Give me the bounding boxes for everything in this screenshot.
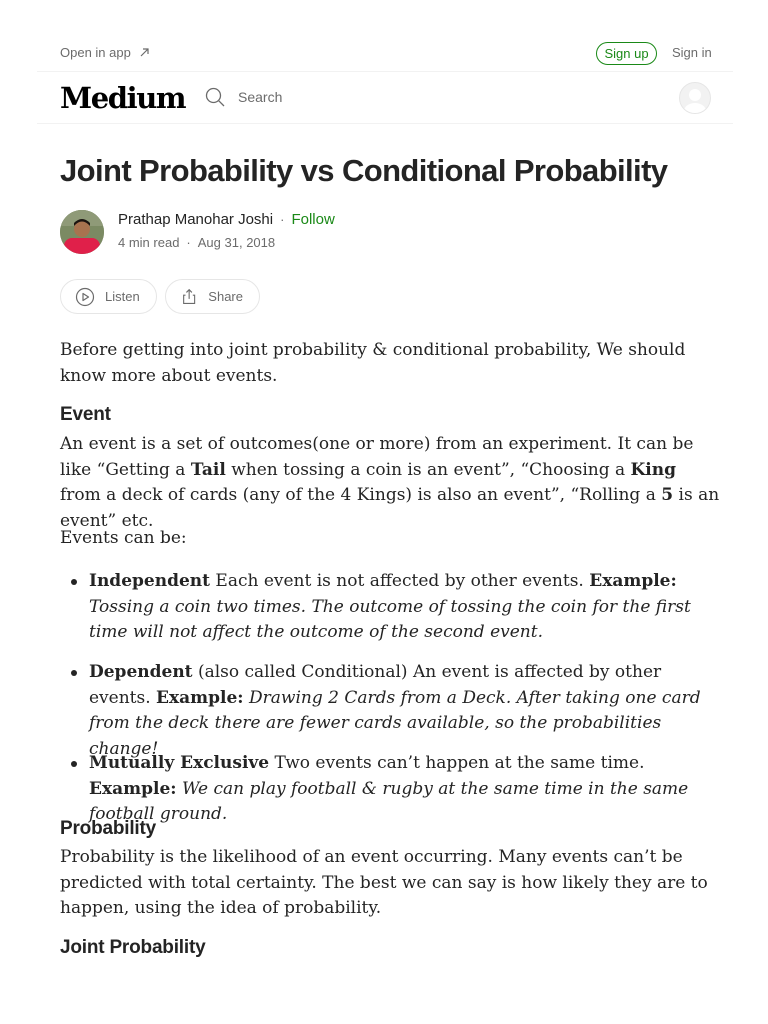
share-label: Share [208,289,243,304]
joint-probability-heading: Joint Probability [60,937,206,958]
list-item [89,660,719,762]
probability-paragraph: Probability is the likelihood of an event occurring. Many events can’t be predicted with total certainty. The best we can say is how likely they are to happen, using the idea of probability. [60,847,708,918]
bold-run: 5 [661,485,674,505]
author-photo [60,210,104,254]
sign-up-button[interactable]: Sign up [596,42,657,65]
publish-date: Aug 31, 2018 [197,235,276,250]
event-paragraph [60,432,720,534]
list-term: Independent [89,571,210,591]
intro-paragraph: Before getting into joint probability & conditional probability, We should know more about events. [60,340,686,386]
search-box[interactable] [204,86,282,108]
top-bar [37,36,733,72]
list-term: Mutually Exclusive [89,753,270,773]
search-icon [204,86,226,108]
separator-dot: · [280,212,285,227]
author-name[interactable]: Prathap Manohar Joshi [118,211,274,228]
bold-run: King [630,459,677,480]
author-avatar[interactable] [60,210,104,254]
open-in-app-label: Open in app [60,45,131,60]
list-desc: Each event is not affected by other events. [210,571,590,591]
open-in-app-link[interactable] [60,45,150,60]
listen-label: Listen [105,289,140,304]
share-button[interactable] [165,279,260,314]
example-label: Example: [156,687,244,708]
sign-in-link[interactable]: Sign in [672,45,712,60]
example-text: Tossing a coin two times. The outcome of tossing the coin for the first time will not affect the outcome of the second event. [89,596,691,642]
read-time: 4 min read [118,235,180,250]
article-title: Joint Probability vs Conditional Probability [60,153,668,188]
medium-logo[interactable]: Medium [60,81,186,115]
list-item [89,569,719,646]
bold-run: Tail [190,459,226,480]
list-desc: Two events can’t happen at the same time. [269,753,645,773]
text-run: when tossing a coin is an event”, “Choosing a [225,459,631,480]
probability-heading: Probability [60,818,156,839]
event-heading: Event [60,404,111,425]
user-avatar[interactable] [679,82,711,114]
text-run: An event is a set of outcomes(one or more) from an experiment. It can be like “Getting a [60,434,694,480]
list-term: Dependent [89,662,193,682]
search-input[interactable]: Search [238,89,283,105]
text-run: is an event” etc. [60,485,720,531]
meta-line [118,235,275,250]
example-label: Example: [89,778,177,799]
author-line [118,211,335,228]
separator-dot: · [186,235,191,250]
nav-bar [37,72,733,124]
play-circle-icon [75,287,95,307]
example-label: Example: [589,571,677,591]
list-desc: (also called Conditional) An event is affected by other events. [89,662,662,708]
list-item [89,751,719,828]
events-can-be-paragraph: Events can be: [60,528,187,548]
example-text: Drawing 2 Cards from a Deck. After taking one card from the deck there are fewer cards available, so the probabilities change! [89,687,701,759]
arrow-up-right-icon [139,47,150,58]
follow-button[interactable]: Follow [291,211,335,228]
listen-button[interactable] [60,279,157,314]
example-text: We can play football & rugby at the same time in the same football ground. [89,778,689,824]
share-icon [180,287,198,307]
text-run: from a deck of cards (any of the 4 Kings) is also an event”, “Rolling a [60,485,662,505]
